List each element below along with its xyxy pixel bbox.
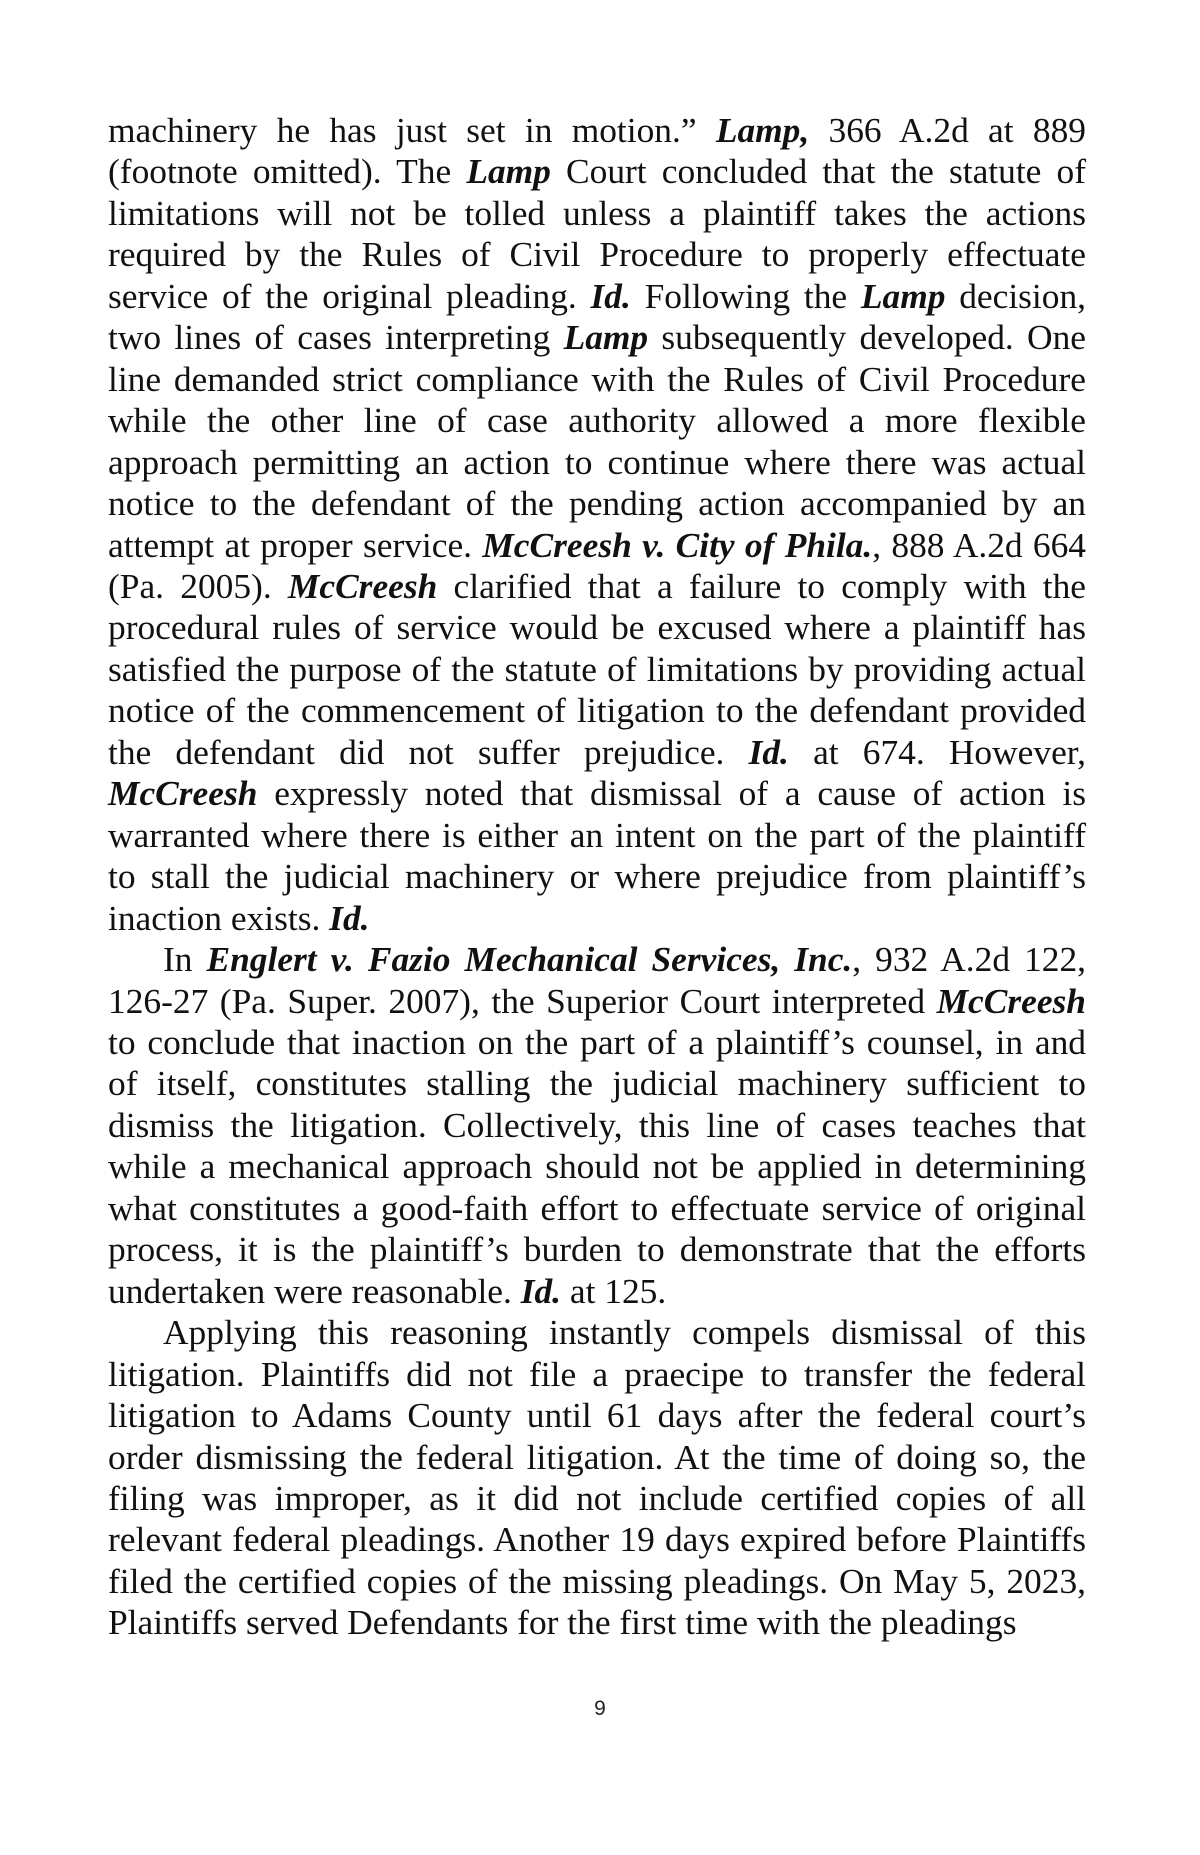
body-text: 366 A.2d at 889 (footnote omitted). The [108,110,1086,192]
page-number: 9 [594,1697,606,1720]
citation-text: Lamp [860,275,946,316]
paragraph-1 [108,110,1086,939]
body-text: decision, two lines of cases interpreting [108,275,1087,358]
body-text: Following the [630,275,861,316]
citation-text: McCreesh v. City of Phila. [482,524,873,565]
paragraph-3 [108,1312,1086,1644]
body-text: expressly noted that dismissal of a cause of action is warranted where there is either an intent on the part of the plaintiff to stall the judicial machinery or where prejudice from plaintiff’s inaction exists. [108,773,1086,938]
citation-text: Lamp [466,151,551,192]
citation-text: Id. [748,731,789,772]
body-text: In [163,939,207,980]
citation-text: Id. [329,897,370,938]
body-text: clarified that a failure to comply with the procedural rules of service would be excused where a plaintiff has satisfied the purpose of the statute of limitations by providing actual notice of the commencement of litigation to the defendant provided the defendant did not suffer prejudice. [108,565,1086,772]
body-text: at 125. [561,1270,667,1311]
body-text: Court concluded that the statute of limitations will not be tolled unless a plaintiff takes the actions required by the Rules of Civil Procedure to properly effectuate service of the original pleading. [108,151,1086,316]
body-text: subsequently developed. One line demanded strict compliance with the Rules of Civil Procedure while the other line of case authority allowed a more flexible approach permitting an action to continue where there was actual notice to the defendant of the pending action accompanied by an attempt at proper service. [108,317,1086,565]
citation-text: Id. [520,1270,562,1311]
citation-text: McCreesh [287,565,438,606]
citation-text: Id. [590,275,631,316]
citation-text: Englert v. Fazio Mechanical Services, Inc. [206,939,853,980]
body-text: machinery he has just set in motion.” [108,110,716,150]
body-text: Applying this reasoning instantly compels dismissal of this litigation. Plaintiffs did not file a praecipe to transfer the federal litigation to Adams County until 61 days after the federal court’s order dismissing the federal litigation. At the time of doing so, the filing was improper, as it did not include certified copies of all relevant federal pleadings. Another 19 days expired before Plaintiffs filed the certified copies of the missing pleadings. On May 5, 2023, Plaintiffs served Defendants for the first time with the pleadings [108,1312,1086,1643]
citation-text: Lamp, [715,110,810,150]
document-body [108,110,1086,1644]
citation-text: Lamp [563,317,649,358]
citation-text: McCreesh [108,773,258,814]
paragraph-2 [108,939,1086,1312]
citation-text: McCreesh [936,980,1086,1021]
body-text: to conclude that inaction on the part of a plaintiff’s counsel, in and of itself, constitutes stalling the judicial machinery sufficient to dismiss the litigation. Collectively, this line of cases teaches that while a mechanical approach should not be applied in determining what constitutes a good-faith effort to effectuate service of original process, it is the plaintiff’s burden to demonstrate that the efforts undertaken were reasonable. [108,1021,1086,1311]
body-text: at 674. However, [788,731,1086,772]
body-text: , 932 A.2d 122, 126-27 (Pa. Super. 2007), the Superior Court interpreted [108,939,1086,1021]
body-text: , 888 A.2d 664 (Pa. 2005). [108,524,1087,606]
